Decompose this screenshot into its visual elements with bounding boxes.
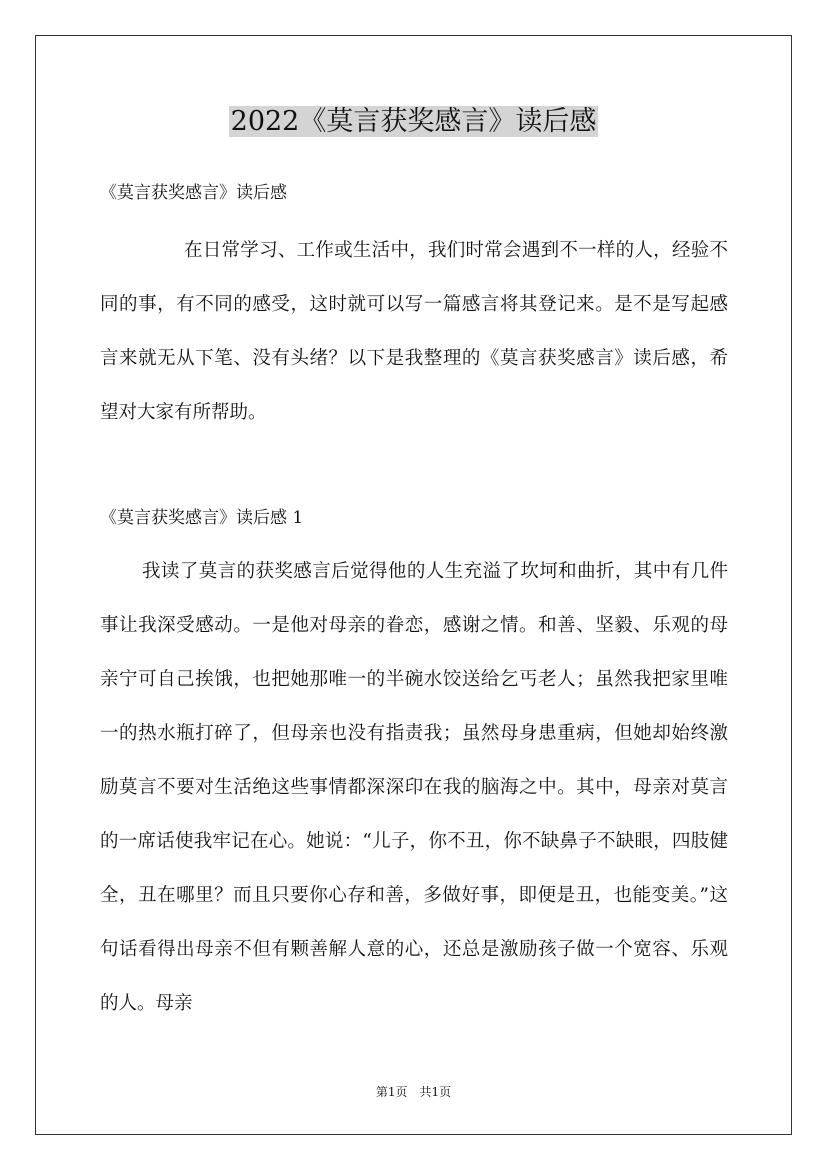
subtitle-heading: 《莫言获奖感言》读后感 — [100, 183, 287, 203]
document-title: 2022《莫言获奖感言》读后感 — [230, 106, 597, 137]
intro-paragraph: 在日常学习、工作或生活中，我们时常会遇到不一样的人，经验不同的事，有不同的感受，这时就可以写一篇感言将其登记来。是不是写起感言来就无从下笔、没有头绪？以下是我整理的《莫言获奖感言》读后感，希望对大家有所帮助。 — [100, 240, 728, 423]
page-footer: 第1页 共1页 — [375, 1085, 452, 1099]
body-paragraph: 我读了莫言的获奖感言后觉得他的人生充溢了坎坷和曲折，其中有几件事让我深受感动。一是他对母亲的眷恋，感谢之情。和善、坚毅、乐观的母亲宁可自己挨饿，也把她那唯一的半碗水饺送给乞丐老人；虽然我把家里唯一的热水瓶打碎了，但母亲也没有指责我；虽然母身患重病，但她却始终激励莫言不要对生活绝这些事情都深深印在我的脑海之中。其中，母亲对莫言的一席话使我牢记在心。她说：“儿子，你不丑，你不缺鼻子不缺眼，四肢健全，丑在哪里？而且只要你心存和善，多做好事，即便是丑，也能变美。”这句话看得出母亲不但有颗善解人意的心，还总是激励孩子做一个宽容、乐观的人。母亲 — [100, 561, 728, 1014]
section-heading: 《莫言获奖感言》读后感 1 — [100, 508, 304, 528]
